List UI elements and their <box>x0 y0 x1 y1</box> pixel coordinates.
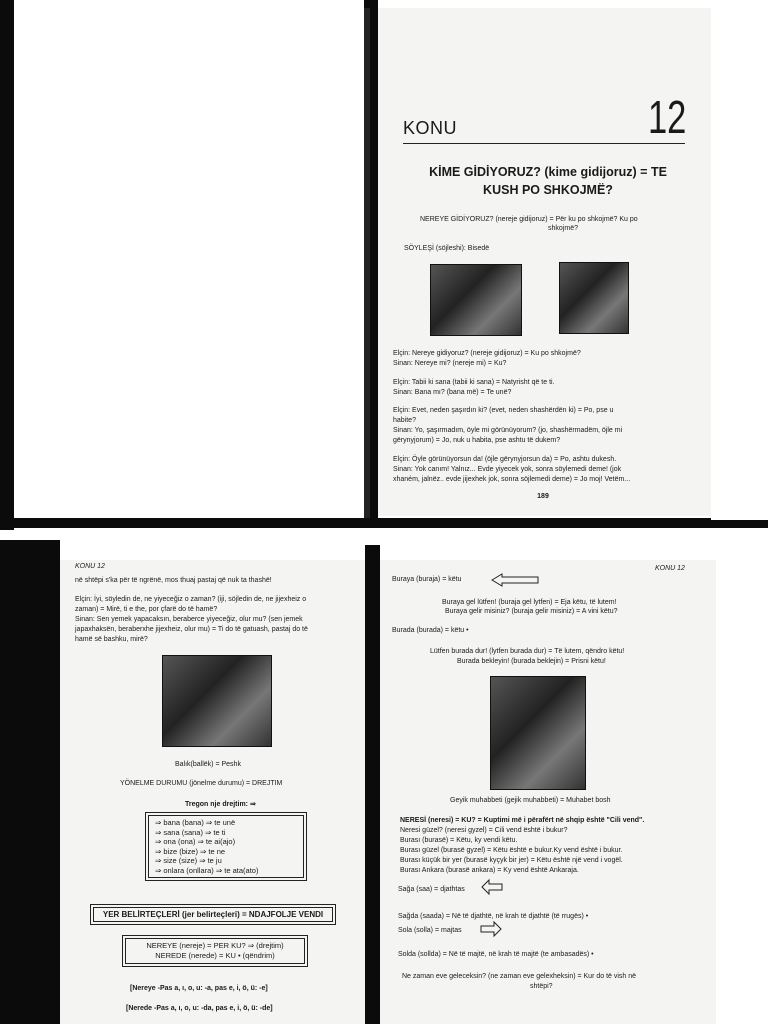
arrow-left-curved-icon <box>477 920 503 938</box>
solda-line: Solda (sollda) = Në të majtë, në krah të majtë (te ambasadës) • <box>398 951 594 958</box>
arrow-left-icon <box>490 573 540 587</box>
lutfen-line2: Burada bekleyin! (burada beklejin) = Prisni këtu! <box>457 658 606 665</box>
dialog-2: Elçin: Tabii ki sana (tabii ki sana) = Natyrisht që te ti. <box>393 379 555 386</box>
dialog-7: gërynyjorum) = Jo, nuk u habita, pse ashtu të dukem? <box>393 437 561 444</box>
geyik-line: Geyik muhabbeti (gejik muhabbeti) = Muhabet bosh <box>450 797 611 804</box>
lutfen-line1: Lütfen burada dur! (lytfen burada dur) = Të lutem, qëndro këtu! <box>430 648 625 655</box>
scan-divider-top <box>0 518 768 528</box>
tregon-line: Tregon nje drejtim: ⇒ <box>185 801 256 808</box>
text-line-3: Sinan: Sen yemek yapacaksın, beraberce yiyeceğiz, olur mu? (sen jemek <box>75 616 303 623</box>
pronoun-row: ⇒ onlara (onllara) ⇒ te ata(ato) <box>155 865 259 875</box>
page-190 <box>60 560 365 1024</box>
dialog-5: habite? <box>393 417 416 424</box>
scan-border-left <box>0 0 14 530</box>
pronoun-row: ⇒ bize (bize) ⇒ te ne <box>155 846 226 856</box>
pronoun-row: ⇒ size (size) ⇒ te ju <box>155 856 222 865</box>
dialog-1: Sinan: Nereye mi? (nereje mi) = Ku? <box>393 360 507 367</box>
text-line-2: zaman) = Mirë, ti e the, por çfarë do të hamë? <box>75 606 218 613</box>
lesson-number: 12 <box>648 91 687 143</box>
neresi-line-0: NERESİ (neresi) = KU? = Kuptimi më i përafërt në shqip është "Cili vend". <box>400 817 645 824</box>
nereye-line1: NEREYE GİDİYORUZ? (nereje gidijoruz) = Për ku po shkojmë? Ku po <box>420 216 638 223</box>
dialog-10: xhaném, jalnëz.. evde jijexhek jok, sonra söjlemedi deme) = Jo moj! Vetëm... <box>393 476 631 483</box>
sagda-line: Sağda (saada) = Në të djathtë, në krah të djathtë (të rrugës) • <box>398 913 589 920</box>
pronoun-row: ⇒ ona (ona) ⇒ te ai(ajo) <box>155 837 236 846</box>
photo-deer <box>490 676 586 790</box>
neresi-line-4: Burası küçük bir yer (burasë kyçyk bir jer) = Këtu është një vend i vogël. <box>400 857 623 864</box>
neresi-line-2: Burası (burasë) = Këtu, ky vendi këtu. <box>400 837 518 844</box>
ne-zaman-line1: Ne zaman eve geleceksin? (ne zaman eve gelexheksin) = Kur do të vish në <box>402 973 637 980</box>
lesson-title-line2: KUSH PO SHKOJMË? <box>483 183 613 197</box>
lesson-title-line1: KİME GİDİYORUZ? (kime gidijoruz) = TE <box>429 165 667 179</box>
pronoun-row: ⇒ bana (bana) ⇒ te unë <box>155 818 236 827</box>
text-line-0: në shtëpi s'ka për të ngrënë, mos thuaj pastaj që nuk ta thashë! <box>75 577 272 584</box>
saga-line: Sağa (saa) = djathtas <box>398 886 465 893</box>
page-header: KONU 12 <box>655 565 685 572</box>
scan-gutter-bottom <box>365 545 380 1024</box>
konu-label: KONU <box>403 118 458 138</box>
blank-page <box>14 8 370 518</box>
ne-zaman-line2: shtëpi? <box>530 983 553 990</box>
konu-rule <box>403 143 685 144</box>
burada-line: Burada (burada) = këtu • <box>392 627 469 634</box>
sola-line: Sola (solla) = majtas <box>398 927 462 934</box>
dialog-4: Elçin: Evet, neden şaşırdın ki? (evet, neden shashërdën ki) = Po, pse u <box>393 407 614 414</box>
soylesi-line: SÖYLEŞİ (söjleshi): Bisedë <box>404 245 490 252</box>
page-189 <box>378 8 711 516</box>
rule-nereye: [Nereye -Pas a, ı, o, u: -a, pas e, i, ö, ü: -e] <box>130 985 268 992</box>
buraya-gel-line2: Buraya gelir misiniz? (buraja gelir misiniz) = A vini këtu? <box>445 608 618 615</box>
scan-border-right-top <box>711 0 768 520</box>
buraya-line: Buraya (buraja) = këtu <box>392 576 462 583</box>
dialog-3: Sinan: Bana mı? (bana më) = Te unë? <box>393 389 512 396</box>
page-191 <box>380 560 716 1024</box>
page-number: 189 <box>537 493 549 500</box>
balik-line: Balık(ballëk) = Peshk <box>175 761 241 768</box>
yer-belirtecleri-box <box>90 904 336 925</box>
neresi-line-1: Neresi güzel? (neresi gyzel) = Cili vend është i bukur? <box>400 827 568 834</box>
dialog-0: Elçin: Nereye gidiyoruz? (nereje gidijoruz) = Ku po shkojmë? <box>393 350 581 357</box>
page-header: KONU 12 <box>75 563 105 570</box>
photo-woman <box>559 262 629 334</box>
neresi-line-3: Burası güzel (burasë gyzel) = Këtu është e bukur.Ky vend është i bukur. <box>400 847 623 854</box>
nerede-box-line: NEREDE (nerede) = KU • (qëndrim) <box>155 951 275 960</box>
photo-man <box>430 264 522 336</box>
nereye-line2: shkojmë? <box>548 225 578 232</box>
neresi-line-5: Burası Ankara (burasë ankara) = Ky vend është Ankaraja. <box>400 867 579 874</box>
dialog-6: Sinan: Yo, şaşırmadım, öyle mi görünüyorum? (jo, shashërmadëm, öjle mi <box>393 427 623 434</box>
yonelme-line: YÖNELME DURUMU (jönelme durumu) = DREJTIM <box>120 780 283 787</box>
photo-fish <box>162 655 272 747</box>
text-line-4: japaxhaksën, beraberxhe jijexheiz, olur mu) = Ti do të gatuash, pastaj do të <box>75 626 308 633</box>
pronoun-table <box>145 812 307 881</box>
yer-belirtecleri-text: YER BELİRTEÇLERİ (jer belirteçleri) = NDAJFOLJE VENDI <box>93 907 333 922</box>
nereye-box-line: NEREYE (nereje) = PER KU? ⇒ (drejtim) <box>146 941 284 950</box>
arrow-right-curved-icon <box>480 878 506 896</box>
text-line-1: Elçin: İyi, söyledin de, ne yiyeceğiz o zaman? (iji, söjledin de, ne jijexheiz o <box>75 596 307 603</box>
rule-nerede: [Nerede -Pas a, ı, o, u: -da, pas e, i, ö, ü: -de] <box>126 1005 273 1012</box>
scan-border-bottomleft <box>0 540 60 1024</box>
nereye-nerede-box <box>122 935 308 967</box>
buraya-gel-line1: Buraya gel lütfen! (buraja gel lytfen) = Eja këtu, të lutem! <box>442 599 617 606</box>
dialog-8: Elçin: Öyle görünüyorsun da! (öjle gërynyjorsun da) = Po, ashtu dukesh. <box>393 456 617 463</box>
text-line-5: hamë së bashku, mirë? <box>75 636 148 643</box>
pronoun-row: ⇒ sana (sana) ⇒ te ti <box>155 827 226 837</box>
dialog-9: Sinan: Yok canım! Yalnız... Evde yiyecek yok, sonra söylemedi deme! (jok <box>393 466 622 473</box>
